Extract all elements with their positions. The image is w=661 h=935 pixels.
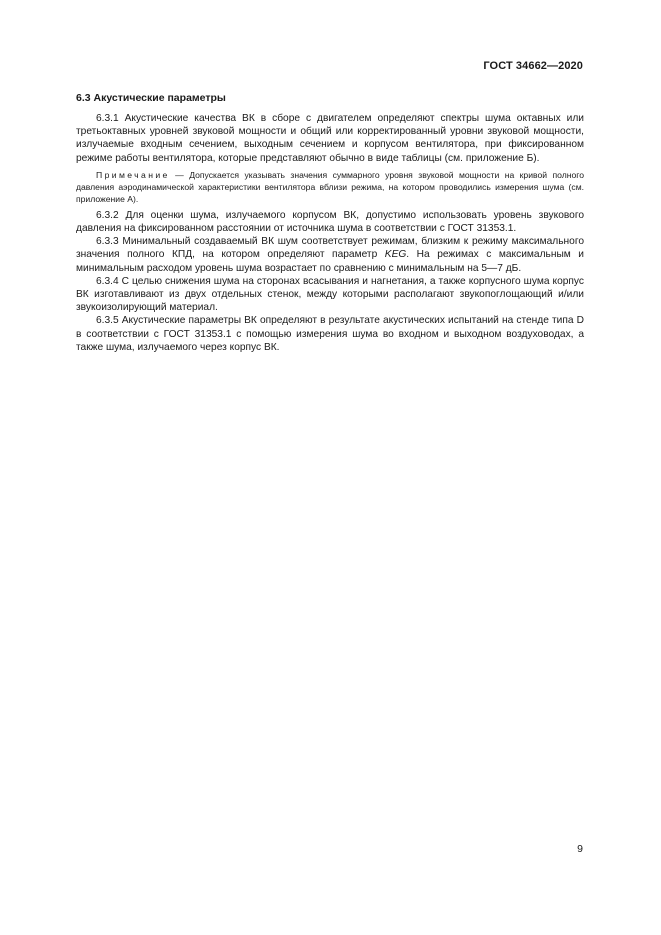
paragraph-6-3-1: 6.3.1 Акустические качества ВК в сборе с двигателем определяют спектры шума октавных или третьоктавных уровней звуковой мощности и общий или корректированный уровни звуковой мощности, излучаемые входным сечением, выходным сечением и корпусом вентилятора, при фиксированном режиме работы вентилятора, которые представляют обычно в виде таблицы (см. приложение Б). bbox=[76, 113, 584, 164]
document-code-header: ГОСТ 34662—2020 bbox=[483, 60, 583, 72]
note bbox=[76, 169, 584, 205]
paragraph-6-3-5: 6.3.5 Акустические параметры ВК определяют в результате акустических испытаний на стенде типа D в соответствии с ГОСТ 31353.1 с помощью измерения шума во входном и выходном воздуховодах, а также шума, излучаемого через корпус ВК. bbox=[76, 315, 584, 353]
paragraph-6-3-3 bbox=[76, 235, 584, 275]
paragraph-6-3-3-text-start: 6.3.3 Минимальный создаваемый ВК шум соответствует режимам, близким к режиму максимального значения полного КПД, на котором определяют параметр bbox=[76, 236, 584, 261]
section-6-3 bbox=[76, 92, 584, 354]
page-number: 9 bbox=[577, 843, 583, 855]
section-title: 6.3 Акустические параметры bbox=[76, 92, 226, 104]
note-label: Примечание bbox=[96, 169, 170, 180]
paragraph-6-3-3-text-end: . На режимах с максимальным и минимальным расходом уровень шума возрастает по сравнению с минимальным на 5—7 дБ. bbox=[76, 249, 584, 274]
parameter-keg: KEG bbox=[384, 249, 407, 261]
paragraph-6-3-2: 6.3.2 Для оценки шума, излучаемого корпусом ВК, допустимо использовать уровень звукового давления на фиксированном расстоянии от источника шума в соответствии с ГОСТ 31353.1. bbox=[76, 209, 584, 235]
note-text: — Допускается указывать значения суммарного уровня звуковой мощности на кривой полного давления аэродинамической характеристики вентилятора вблизи режима, на котором проводились измерения шума (см. приложение А). bbox=[76, 169, 584, 204]
paragraph-6-3-4: 6.3.4 С целью снижения шума на сторонах всасывания и нагнетания, а также корпусного шума корпус ВК изготавливают из двух отдельных стенок, между которыми располагают звукопоглощающий и/или звукоизолирующий материал. bbox=[76, 275, 584, 314]
